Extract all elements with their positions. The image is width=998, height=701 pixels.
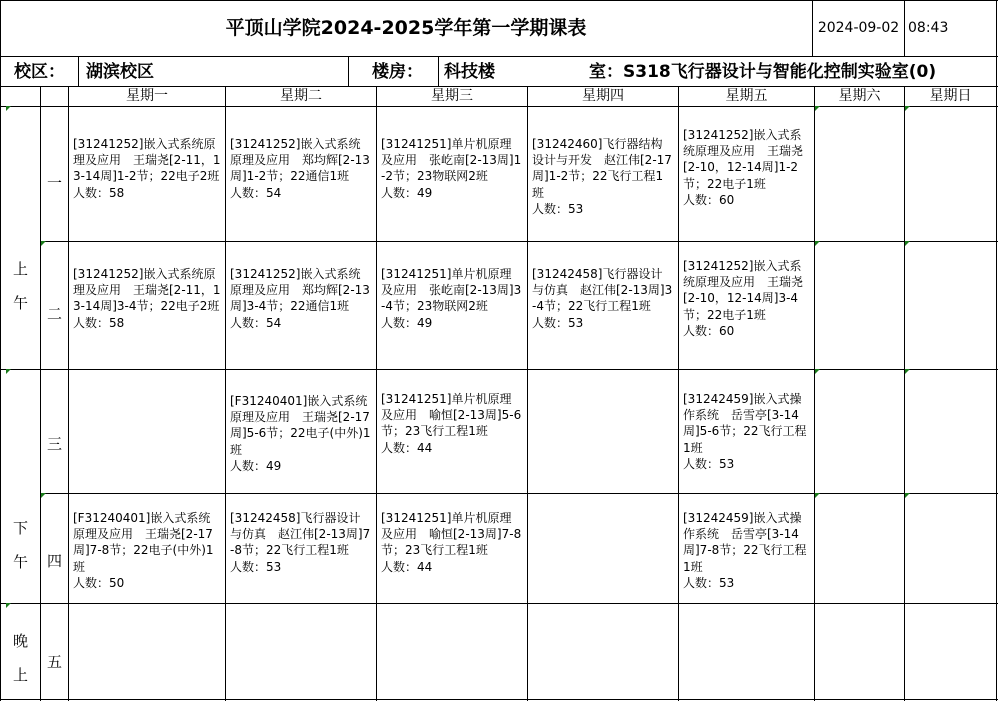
count-value: 44 xyxy=(417,440,433,455)
grid-line xyxy=(0,603,998,604)
count-label: 人数： xyxy=(381,559,418,574)
course-text: [31242460]飞行器结构设计与开发 赵江伟[2-17周]1-2节；22飞行工程1班 xyxy=(532,137,672,200)
count-label: 人数： xyxy=(230,458,267,473)
count-label: 人数： xyxy=(230,315,267,330)
cell-marker xyxy=(905,106,910,111)
count-value: 53 xyxy=(719,575,735,590)
grid-line xyxy=(348,56,349,86)
course-text: [31242458]飞行器设计与仿真 赵江伟[2-13周]7-8节；22飞行工程1班 xyxy=(230,511,371,558)
count-label: 人数： xyxy=(683,456,720,471)
count-label: 人数： xyxy=(683,323,720,338)
campus-value: 湖滨校区 xyxy=(86,62,154,82)
grid-line xyxy=(438,56,439,86)
cell-marker xyxy=(815,106,820,111)
course-count xyxy=(683,575,810,591)
course-text: [F31240401]嵌入式系统原理及应用 王瑞尧[2-17周]5-6节；22电子(中外)1班 xyxy=(230,394,371,457)
count-value: 58 xyxy=(109,315,125,330)
course-cell[interactable] xyxy=(528,107,678,241)
day-header-thu: 星期四 xyxy=(582,88,624,104)
half-day-char: 晚 xyxy=(12,632,28,650)
count-value: 53 xyxy=(266,559,282,574)
course-cell[interactable] xyxy=(377,494,527,603)
course-text: [31241252]嵌入式系统原理及应用 王瑞尧[2-10，12-14周]3-4节；22电子1班 xyxy=(683,259,804,322)
course-cell[interactable] xyxy=(377,107,527,241)
day-header-fri: 星期五 xyxy=(725,88,768,104)
course-cell[interactable] xyxy=(679,494,814,603)
course-text: [31241251]单片机原理及应用 张屹南[2-13周]3-4节；23物联网2班 xyxy=(381,267,522,314)
half-day-morning xyxy=(1,252,40,320)
count-label: 人数： xyxy=(532,201,569,216)
count-value: 54 xyxy=(266,185,282,200)
count-value: 53 xyxy=(568,201,584,216)
period-label-5: 五 xyxy=(46,653,62,671)
course-cell[interactable] xyxy=(377,370,527,493)
period-label-2: 二 xyxy=(46,305,62,323)
course-cell[interactable] xyxy=(226,107,376,241)
count-value: 49 xyxy=(417,315,433,330)
course-count xyxy=(532,315,674,331)
day-header-wed: 星期三 xyxy=(431,88,473,104)
grid-line xyxy=(904,0,905,56)
count-label: 人数： xyxy=(230,559,267,574)
course-count xyxy=(73,185,221,201)
cell-marker xyxy=(905,241,910,246)
cell-marker xyxy=(905,493,910,498)
count-label: 人数： xyxy=(683,192,720,207)
half-day-char: 下 xyxy=(12,519,28,537)
course-cell[interactable] xyxy=(679,242,814,369)
count-label: 人数： xyxy=(73,315,110,330)
course-count xyxy=(230,315,372,331)
cell-marker xyxy=(905,369,910,374)
course-text: [31242458]飞行器设计与仿真 赵江伟[2-13周]3-4节；22飞行工程1班 xyxy=(532,267,673,314)
count-label: 人数： xyxy=(532,315,569,330)
day-header-tue: 星期二 xyxy=(280,88,322,104)
campus-label: 校区： xyxy=(14,62,65,82)
course-cell[interactable] xyxy=(226,494,376,603)
half-day-evening xyxy=(1,624,40,692)
count-label: 人数： xyxy=(381,440,418,455)
cell-marker xyxy=(815,493,820,498)
count-value: 53 xyxy=(568,315,584,330)
count-label: 人数： xyxy=(683,575,720,590)
count-label: 人数： xyxy=(230,185,267,200)
half-day-char: 午 xyxy=(12,553,28,571)
day-header-mon: 星期一 xyxy=(126,88,168,104)
day-header-sun: 星期日 xyxy=(929,88,972,104)
course-text: [31241252]嵌入式系统原理及应用 王瑞尧[2-11，13-14周]3-4节；22电子2班 xyxy=(73,267,221,314)
page-title: 平顶山学院2024-2025学年第一学期课表 xyxy=(225,17,587,39)
course-count xyxy=(381,440,523,456)
cell-marker xyxy=(6,603,11,608)
count-value: 54 xyxy=(266,315,282,330)
course-text: [31242459]嵌入式操作系统 岳雪亭[3-14周]7-8节；22飞行工程1班 xyxy=(683,511,807,574)
course-text: [31241252]嵌入式系统原理及应用 郑均辉[2-13周]1-2节；22通信1班 xyxy=(230,137,370,184)
cell-marker xyxy=(41,493,46,498)
course-count xyxy=(230,185,372,201)
course-text: [31241252]嵌入式系统原理及应用 王瑞尧[2-11，13-14周]1-2节；22电子2班 xyxy=(73,137,221,184)
half-day-char: 上 xyxy=(12,666,28,684)
count-label: 人数： xyxy=(381,315,418,330)
half-day-afternoon xyxy=(1,511,40,579)
course-count xyxy=(381,185,523,201)
count-value: 58 xyxy=(109,185,125,200)
day-header-sat: 星期六 xyxy=(838,88,881,104)
course-count xyxy=(683,456,810,472)
count-value: 50 xyxy=(109,575,125,590)
cell-marker xyxy=(815,241,820,246)
course-cell[interactable] xyxy=(679,370,814,493)
count-value: 49 xyxy=(417,185,433,200)
course-text: [F31240401]嵌入式系统原理及应用 王瑞尧[2-17周]7-8节；22电子(中外)1班 xyxy=(73,511,214,574)
count-value: 49 xyxy=(266,458,282,473)
course-count xyxy=(73,575,221,591)
course-cell[interactable] xyxy=(69,107,225,241)
count-value: 60 xyxy=(719,192,735,207)
grid-line xyxy=(78,56,79,86)
cell-marker xyxy=(6,369,11,374)
course-cell[interactable] xyxy=(679,107,814,241)
grid-line xyxy=(904,86,905,701)
course-cell[interactable] xyxy=(377,242,527,369)
course-count xyxy=(683,323,810,339)
count-value: 44 xyxy=(417,559,433,574)
course-cell[interactable] xyxy=(69,494,225,603)
period-label-4: 四 xyxy=(46,552,62,570)
course-cell[interactable] xyxy=(69,242,225,369)
count-label: 人数： xyxy=(381,185,418,200)
period-label-1: 一 xyxy=(46,174,62,192)
course-cell[interactable] xyxy=(226,242,376,369)
period-label-3: 三 xyxy=(46,435,62,453)
course-count xyxy=(73,315,221,331)
course-text: [31241251]单片机原理及应用 喻恒[2-13周]7-8节；23飞行工程1班 xyxy=(381,511,522,558)
cell-marker xyxy=(815,369,820,374)
print-date: 2024-09-02 xyxy=(817,20,900,36)
half-day-char: 午 xyxy=(12,294,28,312)
course-count xyxy=(381,559,523,575)
grid-line xyxy=(814,86,815,701)
course-count xyxy=(532,201,674,217)
course-count xyxy=(381,315,523,331)
course-count xyxy=(683,192,810,208)
count-value: 53 xyxy=(719,456,735,471)
course-text: [31242459]嵌入式操作系统 岳雪亭[3-14周]5-6节；22飞行工程1班 xyxy=(683,392,807,455)
course-cell[interactable] xyxy=(528,242,678,369)
course-text: [31241251]单片机原理及应用 喻恒[2-13周]5-6节；23飞行工程1班 xyxy=(381,392,522,439)
count-value: 60 xyxy=(719,323,735,338)
grid-line xyxy=(0,699,998,700)
course-count xyxy=(230,559,372,575)
building-value: 科技楼 xyxy=(444,62,495,82)
building-label: 楼房： xyxy=(372,62,423,82)
cell-marker xyxy=(6,106,11,111)
count-label: 人数： xyxy=(73,185,110,200)
print-time: 08:43 xyxy=(908,20,949,36)
course-text: [31241252]嵌入式系统原理及应用 郑均辉[2-13周]3-4节；22通信1班 xyxy=(230,267,370,314)
course-text: [31241251]单片机原理及应用 张屹南[2-13周]1-2节；23物联网2班 xyxy=(381,137,522,184)
count-label: 人数： xyxy=(73,575,110,590)
course-count xyxy=(230,458,372,474)
half-day-char: 上 xyxy=(12,260,28,278)
cell-marker xyxy=(41,241,46,246)
course-cell[interactable] xyxy=(226,370,376,493)
room-name: 室：S318飞行器设计与智能化控制实验室(0) xyxy=(589,62,937,82)
course-text: [31241252]嵌入式系统原理及应用 王瑞尧[2-10，12-14周]1-2节；22电子1班 xyxy=(683,128,804,191)
